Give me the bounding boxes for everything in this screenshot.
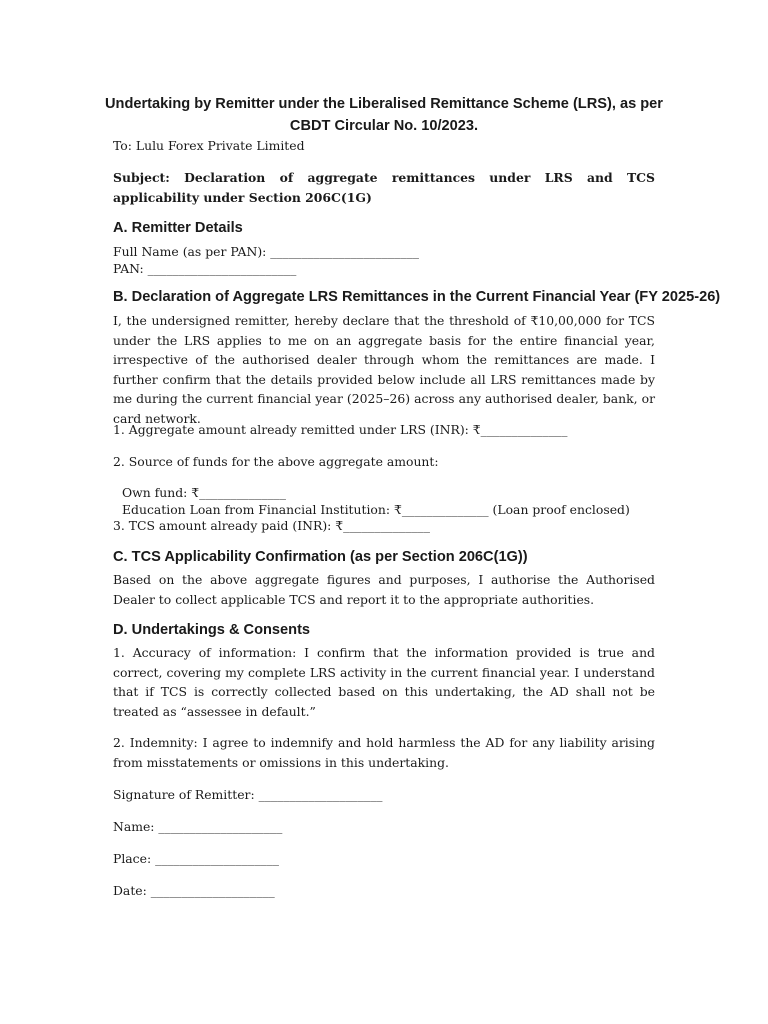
- tcs-paid-field: 3. TCS amount already paid (INR): ₹______________: [113, 518, 430, 533]
- subject-line: Subject: Declaration of aggregate remittances under LRS and TCS applicability under Section 206C(1G): [113, 170, 655, 205]
- document-title: Undertaking by Remitter under the Liberalised Remittance Scheme (LRS), as per CBDT Circular No. 10/2023.: [105, 96, 663, 134]
- addressee: To: Lulu Forex Private Limited: [113, 138, 305, 153]
- section-d-heading: D. Undertakings & Consents: [113, 622, 311, 638]
- section-b-heading: B. Declaration of Aggregate LRS Remittances in the Current Financial Year (FY 2025-26): [113, 289, 721, 305]
- date-field: Date: ____________________: [113, 883, 275, 898]
- name-field: Name: ____________________: [113, 819, 283, 834]
- signature-field: Signature of Remitter: ____________________: [113, 787, 383, 802]
- own-fund-field: Own fund: ₹______________: [122, 485, 286, 500]
- full-name-field: Full Name (as per PAN): ________________________: [113, 244, 419, 259]
- pan-field: PAN: ________________________: [113, 261, 297, 276]
- section-c-heading: C. TCS Applicability Confirmation (as per Section 206C(1G)): [113, 549, 528, 565]
- aggregate-amount-field: 1. Aggregate amount already remitted under LRS (INR): ₹______________: [113, 422, 568, 437]
- place-field: Place: ____________________: [113, 851, 279, 866]
- source-of-funds-label: 2. Source of funds for the above aggregate amount:: [113, 454, 439, 469]
- education-loan-field: Education Loan from Financial Institution: ₹______________ (Loan proof enclosed): [122, 502, 630, 517]
- section-b-paragraph: I, the undersigned remitter, hereby declare that the threshold of ₹10,00,000 for TCS under the LRS applies to me on an aggregate basis for the entire financial year, irrespective of the authorised dealer through whom the remittances are made. I further confirm that the details provided below include all LRS remittances made by me during the current financial year (2025–26) across any authorised dealer, bank, or card network.: [113, 313, 655, 426]
- accuracy-undertaking: 1. Accuracy of information: I confirm that the information provided is true and correct, covering my complete LRS activity in the current financial year. I understand that if TCS is correctly collected based on this undertaking, the AD shall not be treated as “assessee in default.”: [113, 645, 655, 719]
- indemnity-undertaking: 2. Indemnity: I agree to indemnify and hold harmless the AD for any liability arising from misstatements or omissions in this undertaking.: [113, 735, 655, 770]
- section-a-heading: A. Remitter Details: [113, 220, 243, 236]
- section-c-paragraph: Based on the above aggregate figures and purposes, I authorise the Authorised Dealer to collect applicable TCS and report it to the appropriate authorities.: [113, 572, 655, 607]
